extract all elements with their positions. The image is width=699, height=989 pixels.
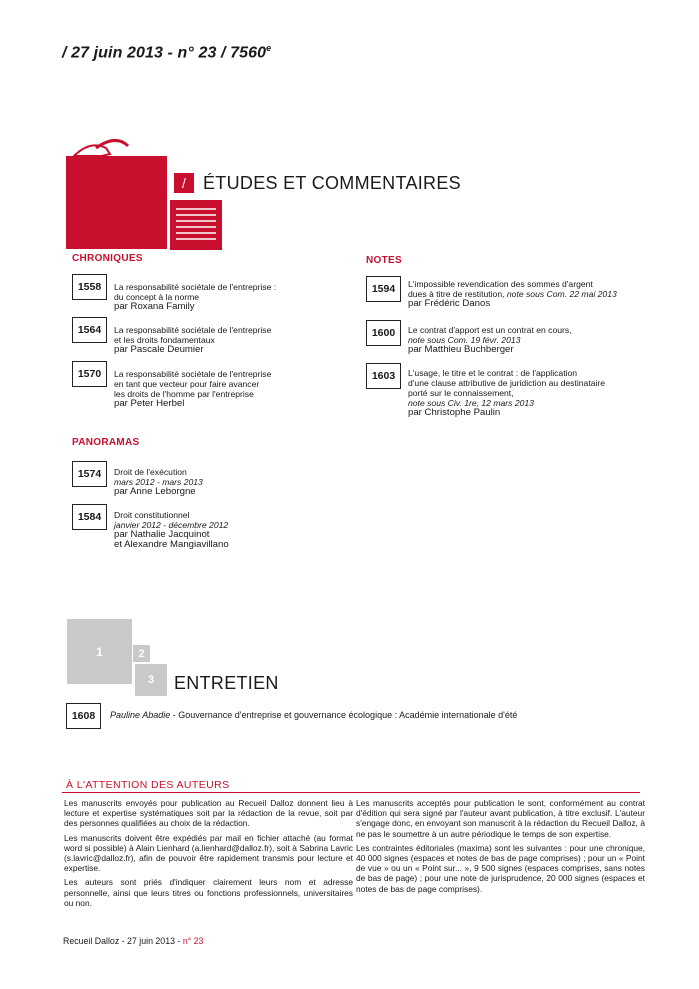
article-number[interactable]: 1608 (66, 703, 101, 729)
article-text: La responsabilité sociétale de l'entreprise : du concept à la norme par Roxana Family (114, 282, 277, 312)
notice-paragraph: Les contraintes éditoriales (maxima) sont les suivantes : pour une chronique, 40 000 signes (espaces et notes de bas de page comprises) ; pour un « Point de vue » ou un « Point sur... », 9 500 signes (espaces comprises, sans notes de bas de page) ; pour une note de jurisprudence, 20 000 signes (espaces et notes de bas de page comprises). (356, 842, 645, 894)
article-number: 1570 (72, 361, 107, 387)
page-footer: Recueil Dalloz - 27 juin 2013 - n° 23 (63, 936, 204, 946)
notice-left-column (64, 798, 353, 912)
article-number: 1600 (366, 320, 401, 346)
article-number: 1558 (72, 274, 107, 300)
notice-paragraph: Les manuscrits acceptés pour publication le sont, conformément au contrat d'édition qui sera signé par l'auteur avant publication, à titre exclusif. L'auteur s'engage donc, en envoyant son manuscrit à la rédaction du Recueil Dalloz, à ne pas le soumettre à un autre périodique le temps de son expertise. (356, 798, 645, 839)
notice-paragraph: Les manuscrits envoyés pour publication au Recueil Dalloz donnent lieu à lecture et expertise systématiques soit par la rédaction de la revue, soit par des personnes qualifiées au choix de la rédaction. (64, 798, 353, 829)
article-text: L'usage, le titre et le contrat : de l'application d'une clause attributive de juridiction au destinataire porté sur le connaissement, note sous Civ. 1re, 12 mars 2013 par Christophe Paulin (408, 368, 606, 418)
article-text: La responsabilité sociétale de l'entreprise et les droits fondamentaux par Pascale Deumier (114, 325, 272, 355)
entretien-box-3: 3 (135, 664, 167, 696)
entretien-text: Pauline Abadie - Gouvernance d'entreprise et gouvernance écologique : Académie internationale d'été (110, 710, 518, 720)
section-slash-badge: / (174, 173, 194, 193)
article-number: 1584 (72, 504, 107, 530)
notice-right-column (356, 798, 645, 898)
article-number: 1564 (72, 317, 107, 343)
notice-divider (62, 792, 640, 793)
chroniques-heading: CHRONIQUES (72, 253, 143, 264)
section-title-etudes: ÉTUDES ET COMMENTAIRES (203, 173, 461, 193)
notice-paragraph: Les auteurs sont priés d'indiquer clairement leurs nom et adresse personnelle, ainsi que leurs titres ou fonctions professionnels, universitaires ou non. (64, 877, 353, 908)
article-text: Droit constitutionnel janvier 2012 - décembre 2012 par Nathalie Jacquinot et Alexandre Mangiavillano (114, 510, 229, 550)
article-text: Le contrat d'apport est un contrat en cours, note sous Com. 19 févr. 2013 par Matthieu Buchberger (408, 325, 572, 355)
article-number: 1594 (366, 276, 401, 302)
article-text: L'impossible revendication des sommes d'argent dues à titre de restitution, note sous Com. 22 mai 2013 par Frédéric Danos (408, 279, 617, 309)
documents-icon (66, 134, 226, 252)
article-number: 1574 (72, 461, 107, 487)
section-title-entretien: ENTRETIEN (174, 673, 279, 693)
notice-paragraph: Les manuscrits doivent être expédiés par mail en fichier attaché (au format word si possible) à Alain Lienhard (a.lienhard@dalloz.fr), soit à Sabrina Lavric (s.lavric@dalloz.fr), afin de pouvoir être rapidement transmis pour lecture et expertise. (64, 832, 353, 874)
notice-title: À L'ATTENTION DES AUTEURS (66, 779, 230, 791)
article-text: La responsabilité sociétale de l'entreprise en tant que vecteur pour faire avancer les droits de l'homme par l'entreprise par Peter Herbel (114, 369, 272, 409)
entretien-box-2: 2 (133, 645, 150, 662)
notes-heading: NOTES (366, 255, 402, 266)
article-number: 1603 (366, 363, 401, 389)
entretien-box-1: 1 (67, 619, 132, 684)
issue-header: / 27 juin 2013 - n° 23 / 7560e (62, 43, 272, 62)
article-text: Droit de l'exécution mars 2012 - mars 2013 par Anne Leborgne (114, 467, 203, 497)
panoramas-heading: PANORAMAS (72, 437, 140, 448)
